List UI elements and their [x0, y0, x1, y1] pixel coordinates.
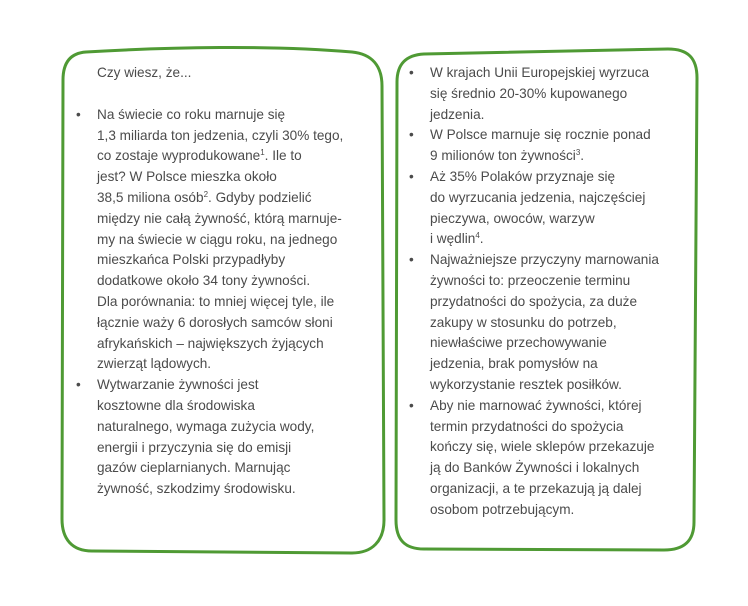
fact-item: [409, 396, 699, 521]
footnote-marker: 4: [475, 231, 480, 241]
fact-line: kosztowne dla środowiska: [97, 397, 255, 413]
fact-line: łącznie waży 6 dorosłych samców słoni: [97, 314, 333, 330]
fact-line: zakupy w stosunku do potrzeb,: [430, 314, 617, 330]
right-fact-list: [409, 63, 699, 521]
fact-line: 1,3 miliarda ton jedzenia, czyli 30% tego,: [97, 127, 344, 143]
fact-line: afrykańskich – największych żyjących: [97, 335, 324, 351]
footnote-marker: 1: [260, 148, 265, 158]
fact-line: jedzenia.: [430, 106, 485, 122]
fact-line: • Na świecie co roku marnuje się: [97, 106, 286, 122]
fact-line: do wyrzucania jedzenia, najczęściej: [430, 189, 646, 205]
fact-item: [409, 63, 699, 125]
fact-item: [409, 250, 699, 396]
fact-line: jest? W Polsce mieszka około: [97, 169, 277, 185]
fact-line: • W Polsce marnuje się rocznie ponad: [430, 127, 651, 143]
fact-line: [430, 229, 699, 250]
fact-item: [409, 167, 699, 250]
fact-line: energii i przyczynia się do emisji: [97, 439, 292, 455]
fact-line: ją do Banków Żywności i lokalnych: [430, 460, 640, 476]
fact-line: • Aż 35% Polaków przyznaje się: [430, 168, 616, 184]
intro-heading: Czy wiesz, że...: [97, 65, 192, 80]
fact-line: • W krajach Unii Europejskiej wyrzuca: [430, 65, 650, 80]
fact-line: • Najważniejsze przyczyny marnowania: [430, 252, 659, 268]
fact-line: my na świecie w ciągu roku, na jednego: [97, 231, 338, 247]
fact-line: termin przydatności do spożycia: [430, 418, 624, 434]
fact-line: żywności to: przeoczenie terminu: [430, 272, 631, 288]
fact-line: żywność, szkodzimy środowisku.: [97, 481, 296, 497]
right-info-box: [409, 63, 699, 521]
fact-line: zwierząt lądowych.: [97, 356, 212, 372]
footnote-marker: 2: [203, 189, 209, 199]
fact-line: niewłaściwe przechowywanie: [430, 335, 607, 351]
fact-text-tail: . Ile to: [264, 148, 302, 164]
fact-line: [430, 146, 699, 167]
fact-item: [76, 375, 366, 500]
left-info-box: [76, 63, 366, 500]
fact-item: [76, 105, 366, 375]
fact-line: między nie całą żywność, którą marnuje-: [97, 210, 342, 226]
fact-line: • Aby nie marnować żywności, której: [430, 397, 642, 413]
fact-text: co zostaje wyprodukowane: [97, 148, 261, 164]
fact-line: naturalnego, wymaga zużycia wody,: [97, 418, 315, 434]
fact-line: przydatności do spożycia, za duże: [430, 293, 638, 309]
footnote-marker: 3: [575, 148, 581, 158]
fact-line: Dla porównania: to mniej więcej tyle, ile: [97, 293, 335, 309]
left-fact-list: [76, 105, 366, 500]
fact-item: [409, 125, 699, 167]
fact-line: gazów cieplarnianych. Marnując: [97, 460, 291, 476]
fact-line: dodatkowe około 34 tony żywności.: [97, 273, 311, 289]
fact-line: organizacji, a te przekazują ją dalej: [430, 480, 642, 496]
fact-text: 9 milionów ton żywności: [430, 148, 576, 164]
fact-text-tail: . Gdyby podzielić: [208, 189, 312, 205]
fact-line: [97, 188, 366, 209]
fact-line: • Wytwarzanie żywności jest: [97, 377, 259, 393]
fact-text: i wędlin: [430, 231, 476, 247]
fact-line: się średnio 20-30% kupowanego: [430, 85, 628, 101]
fact-line: osobom potrzebującym.: [430, 501, 575, 517]
fact-line: pieczywa, owoców, warzyw: [430, 210, 595, 226]
fact-line: kończy się, wiele sklepów przekazuje: [430, 439, 655, 455]
fact-text: 38,5 miliona osób: [97, 189, 204, 205]
fact-text-tail: .: [580, 148, 585, 164]
fact-line: wykorzystanie resztek posiłków.: [430, 376, 622, 392]
fact-text-tail: .: [479, 231, 484, 247]
fact-line: jedzenia, brak pomysłów na: [430, 356, 598, 372]
fact-line: mieszkańca Polski przypadłyby: [97, 252, 286, 268]
fact-line: [97, 146, 366, 167]
